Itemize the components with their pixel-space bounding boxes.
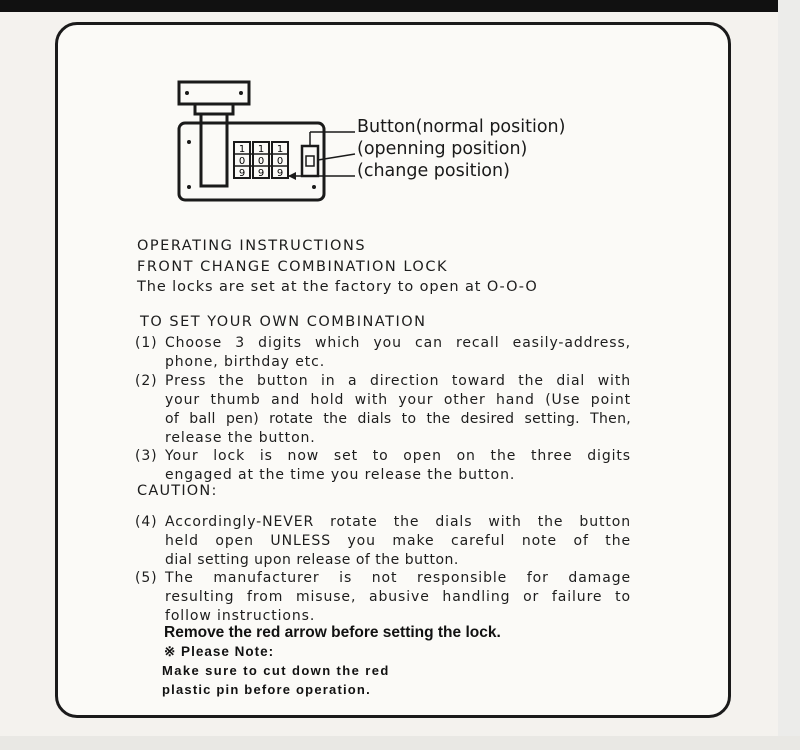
legend-normal: Button(normal position) (357, 117, 566, 137)
top-border (0, 0, 800, 12)
step-3 (135, 447, 631, 485)
svg-text:0: 0 (257, 156, 265, 167)
caution-4 (135, 513, 631, 570)
step-number: (4) (135, 514, 158, 530)
caution-heading: CAUTION: (137, 483, 218, 499)
page-edge (778, 0, 800, 750)
step-line: follow instructions. (165, 608, 316, 624)
step-line: phone, birthday etc. (165, 354, 326, 370)
svg-text:0: 0 (276, 156, 284, 167)
step-number: (1) (135, 335, 158, 351)
cut-pin-note-line: Make sure to cut down the red (162, 663, 390, 678)
button-positions-legend (357, 116, 565, 182)
dial-digit-top: 1 (238, 144, 246, 155)
step-line: Accordingly-NEVER rotate the dials with the button (165, 514, 631, 530)
step-line: held open UNLESS you make careful note of the (165, 533, 631, 549)
svg-text:1: 1 (276, 144, 284, 155)
dial-group (234, 142, 288, 179)
title-lock-type: FRONT CHANGE COMBINATION LOCK (137, 259, 448, 275)
step-number: (3) (135, 448, 158, 464)
svg-text:9: 9 (257, 168, 265, 179)
page-edge-bottom (0, 736, 800, 750)
legend-opening: (openning position) (357, 139, 528, 159)
caution-5 (135, 569, 631, 626)
svg-text:9: 9 (276, 168, 284, 179)
step-number: (2) (135, 373, 158, 389)
step-line: of ball pen) rotate the dials to the desired setting. Then, (165, 411, 631, 427)
remove-arrow-note: Remove the red arrow before setting the lock. (164, 624, 501, 641)
step-line: resulting from misuse, abusive handling or failure to (165, 589, 631, 605)
step-2 (135, 372, 631, 448)
title-operating-instructions: OPERATING INSTRUCTIONS (137, 238, 367, 254)
lock-diagram (175, 78, 360, 208)
step-line: your thumb and hold with your other hand (Use point (165, 392, 631, 408)
please-note-heading: ※ Please Note: (164, 644, 275, 659)
step-line: The manufacturer is not responsible for damage (165, 570, 631, 586)
factory-setting-text: The locks are set at the factory to open at O-O-O (137, 279, 538, 295)
step-line: release the button. (165, 430, 316, 446)
svg-text:9: 9 (238, 168, 246, 179)
step-number: (5) (135, 570, 158, 586)
step-line: engaged at the time you release the button. (165, 467, 516, 483)
set-combination-heading: TO SET YOUR OWN COMBINATION (140, 314, 427, 330)
svg-text:1: 1 (257, 144, 265, 155)
step-line: Choose 3 digits which you can recall easily-address, (165, 335, 631, 351)
step-line: Press the button in a direction toward the dial with (165, 373, 631, 389)
legend-change: (change position) (357, 161, 510, 181)
cut-pin-note-line: plastic pin before operation. (162, 682, 371, 697)
step-line: dial setting upon release of the button. (165, 552, 459, 568)
step-1 (135, 334, 631, 372)
svg-text:0: 0 (238, 156, 246, 167)
step-line: Your lock is now set to open on the three digits (165, 448, 631, 464)
